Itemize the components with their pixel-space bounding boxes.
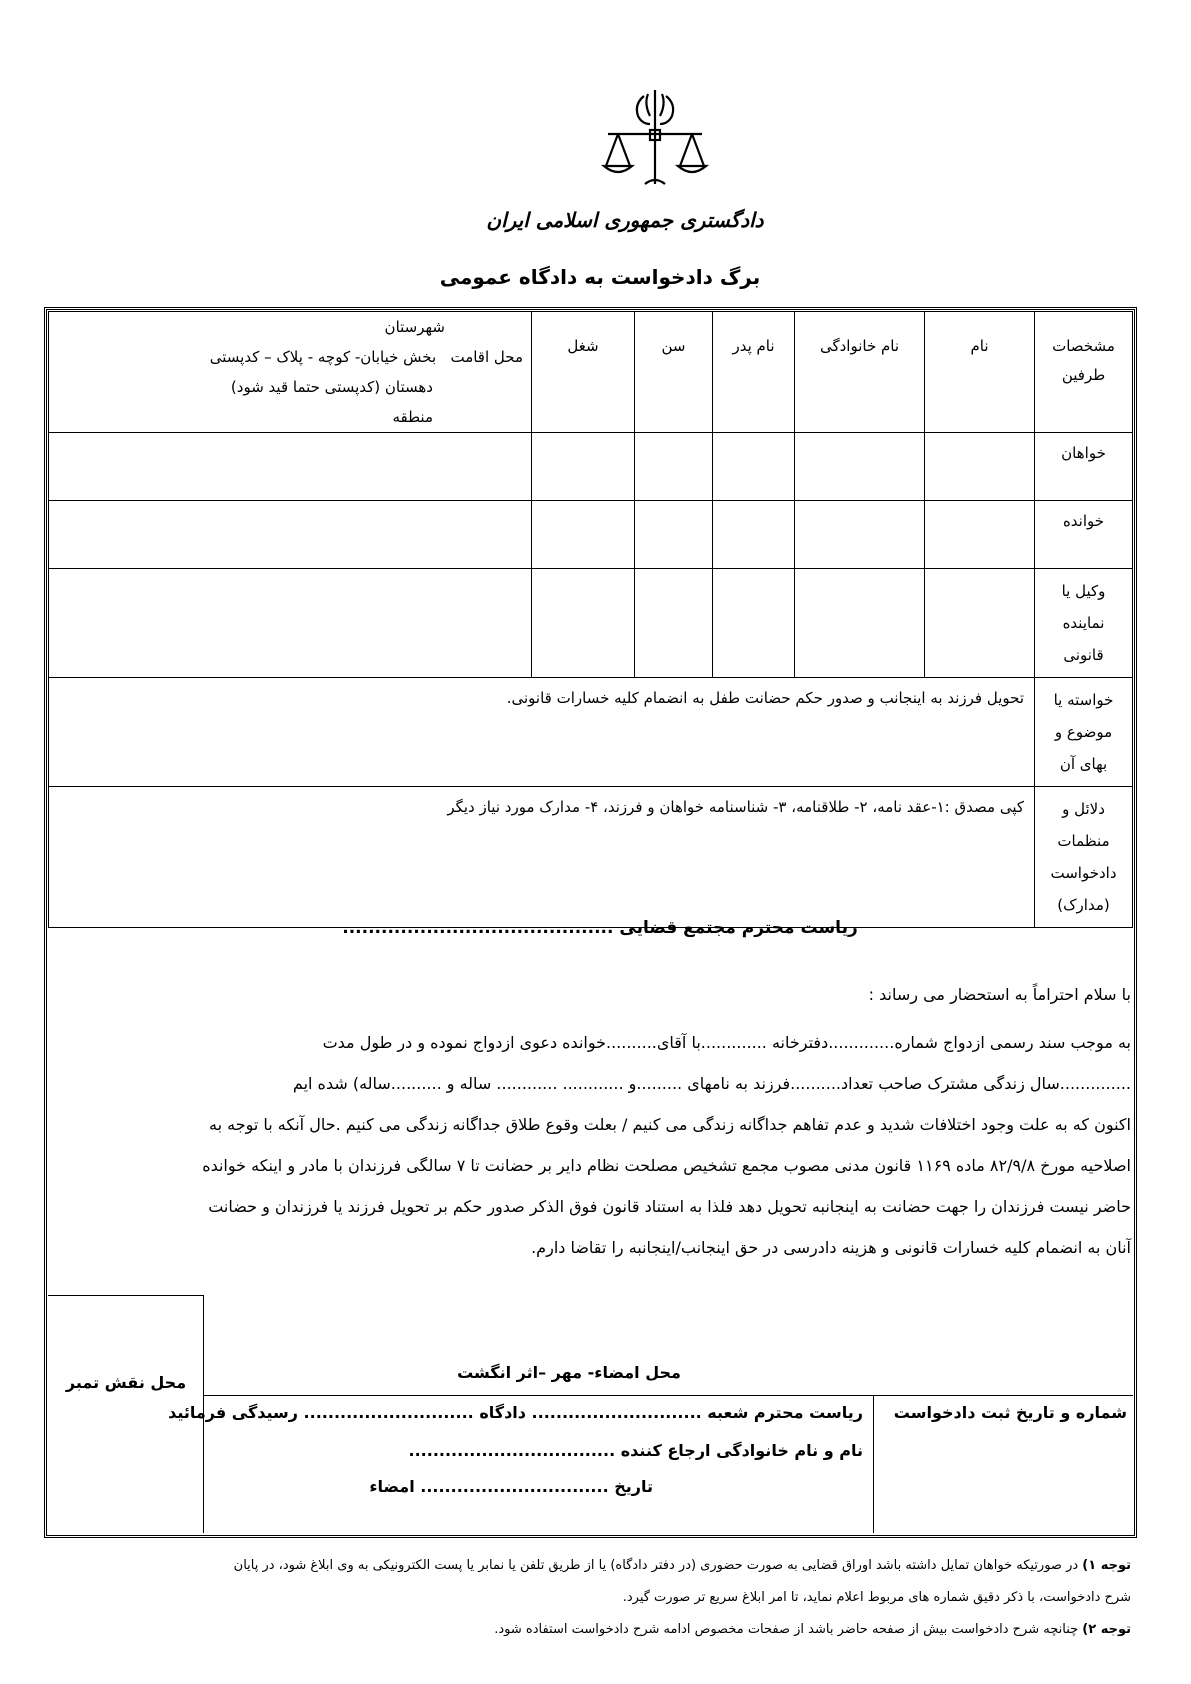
header-parties: مشخصات طرفین <box>1035 312 1133 433</box>
note-1-cont: شرح دادخواست، با ذکر دقیق شماره های مربوط اعلام نماید، تا امر ابلاغ سریع تر صورت گیرد. <box>622 1590 1131 1605</box>
attorney-name[interactable] <box>925 569 1035 678</box>
referral-line-2: نام و نام خانوادگی ارجاع کننده .................................. <box>408 1441 863 1460</box>
petition-line: به موجب سند رسمی ازدواج شماره.............دفترخانه .............با آقای..........خوانده دعوی ازدواج نموده و در طول مدت <box>322 1033 1131 1052</box>
petition-line: اصلاحیه مورخ ۸۲/۹/۸ ماده ۱۱۶۹ قانون مدنی مصوب مجمع تشخیص مصلحت نظام دایر بر حضانت تا ۷ سالگی فرزندان با مادر و اینکه خوانده <box>202 1156 1131 1175</box>
evidence-label: دلائل و منظمات دادخواست (مدارک) <box>1035 787 1133 928</box>
row-attorney-label: وکیل یا نماینده قانونی <box>1035 569 1133 678</box>
header-age: سن <box>635 312 713 433</box>
footnotes <box>60 1550 1131 1646</box>
residence-line3: دهستان (کدپستی حتما قید شود) <box>230 378 433 396</box>
header-residence <box>49 312 532 433</box>
petition-line: اکنون که به علت وجود اختلافات شدید و عدم تفاهم جداگانه زندگی می کنیم / بعلت وقوع طلاق جداگانه زندگی می کنیم .حال آنکه با توجه به <box>209 1115 1131 1134</box>
defendant-family[interactable] <box>795 501 925 569</box>
row-defendant-label: خوانده <box>1035 501 1133 569</box>
petition-body[interactable] <box>60 1022 1131 1268</box>
salutation: با سلام احتراماً به استحضار می رساند : <box>868 985 1131 1004</box>
registration-label: شماره و تاریخ ثبت دادخواست <box>893 1403 1127 1422</box>
signature-label[interactable]: محل امضاء- مهر –اثر انگشت <box>457 1363 681 1382</box>
header-father: نام پدر <box>713 312 795 433</box>
referral-line-3: تاریخ ............................... امضاء <box>369 1477 653 1496</box>
plaintiff-residence[interactable] <box>49 433 532 501</box>
header-name: نام <box>925 312 1035 433</box>
plaintiff-age[interactable] <box>635 433 713 501</box>
attorney-father[interactable] <box>713 569 795 678</box>
row-plaintiff-label: خواهان <box>1035 433 1133 501</box>
residence-label: محل اقامت <box>450 348 523 366</box>
defendant-father[interactable] <box>713 501 795 569</box>
referral-line-1: ریاست محترم شعبه ............................ دادگاه ............................ رسیدگی فرمائید <box>168 1403 863 1422</box>
note-1: توجه ۱) در صورتیکه خواهان تمایل داشته باشد اوراق قضایی به صورت حضوری (در دفتر دادگاه) یا از طریق تلفن یا نمابر یا پست الکترونیکی به وی ابلاغ شود، در پایان <box>233 1558 1131 1573</box>
residence-line2: بخش خیابان- کوچه - پلاک – کدپستی <box>209 348 437 366</box>
header-family: نام خانوادگی <box>795 312 925 433</box>
attorney-age[interactable] <box>635 569 713 678</box>
defendant-residence[interactable] <box>49 501 532 569</box>
plaintiff-family[interactable] <box>795 433 925 501</box>
petition-line: حاضر نیست فرزندان را جهت حضانت به اینجانبه تحویل دهد فلذا به استناد قانون فوق الذکر صدور حکم بر تحویل فرزند یا فرزندان و حضانت <box>208 1197 1131 1216</box>
signature-area <box>48 1295 1133 1533</box>
parties-table <box>48 311 1133 928</box>
residence-city: شهرستان <box>384 318 445 336</box>
residence-line4: منطقه <box>392 408 433 426</box>
header-job: شغل <box>532 312 635 433</box>
attorney-job[interactable] <box>532 569 635 678</box>
defendant-name[interactable] <box>925 501 1035 569</box>
agency-name: دادگستری جمهوری اسلامی ایران <box>486 208 764 232</box>
evidence-text[interactable]: کپی مصدق :۱-عقد نامه، ۲- طلاقنامه، ۳- شناسنامه خواهان و فرزند، ۴- مدارک مورد نیاز دیگر <box>49 787 1035 928</box>
claim-text[interactable]: تحویل فرزند به اینجانب و صدور حکم حضانت طفل به انضمام کلیه خسارات قانونی. <box>49 678 1035 787</box>
stamp-label: محل نقش تمبر <box>65 1373 187 1392</box>
letter-title: ریاست محترم مجتمع قضایی .......................................... <box>342 918 858 938</box>
petition-line: ..............سال زندگی مشترک صاحب تعداد..........فرزند به نامهای .........و ............ ............ ساله و ..........ساله) شده ایم <box>292 1074 1131 1093</box>
plaintiff-job[interactable] <box>532 433 635 501</box>
plaintiff-father[interactable] <box>713 433 795 501</box>
defendant-age[interactable] <box>635 501 713 569</box>
plaintiff-name[interactable] <box>925 433 1035 501</box>
judiciary-emblem-icon <box>600 84 710 194</box>
attorney-family[interactable] <box>795 569 925 678</box>
attorney-residence[interactable] <box>49 569 532 678</box>
note-2: توجه ۲) چنانچه شرح دادخواست بیش از صفحه حاضر باشد از صفحات مخصوص ادامه شرح دادخواست استفاده شود. <box>494 1622 1131 1637</box>
petition-line: آنان به انضمام کلیه خسارات قانونی و هزینه دادرسی در حق اینجانب/اینجانبه را تقاضا دارم. <box>531 1238 1131 1257</box>
claim-label: خواسته یا موضوع و بهای آن <box>1035 678 1133 787</box>
form-title: برگ دادخواست به دادگاه عمومی <box>439 265 761 289</box>
defendant-job[interactable] <box>532 501 635 569</box>
